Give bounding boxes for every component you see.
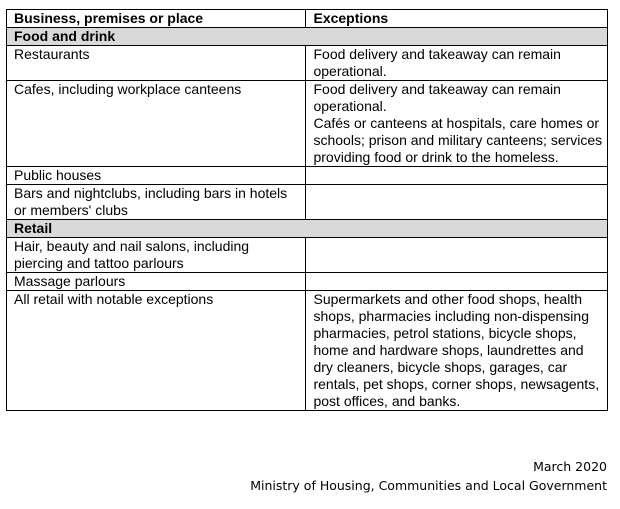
exceptions-cell: [306, 291, 608, 411]
exceptions-cell: [306, 185, 608, 220]
header-exceptions: Exceptions: [306, 10, 608, 28]
place-cell: Restaurants: [7, 46, 306, 81]
section-title: Retail: [7, 220, 608, 238]
exceptions-cell: [306, 238, 608, 273]
exceptions-cell: [306, 81, 608, 167]
exception-text: Food delivery and takeaway can remain operational.: [313, 81, 561, 114]
section-row: [7, 220, 608, 238]
exception-text: Supermarkets and other food shops, health shops, pharmacies including non-dispensing pharmacies, petrol stations, bicycle shops, home and hardware shops, laundrettes and dry cleaners, bicycle shops, garages, car rentals, pet shops, corner shops, newsagents, post offices, and banks.: [313, 291, 600, 409]
place-cell: Bars and nightclubs, including bars in hotels or members' clubs: [7, 185, 306, 220]
exception-text: Food delivery and takeaway can remain operational.: [313, 46, 561, 79]
footer-date: March 2020: [533, 459, 607, 474]
exceptions-cell: [306, 167, 608, 185]
exception-text: Cafés or canteens at hospitals, care homes or schools; prison and military canteens; services providing food or drink to the homeless.: [313, 115, 603, 165]
table-row: [7, 46, 608, 81]
section-title: Food and drink: [7, 28, 608, 46]
exceptions-cell: [306, 273, 608, 291]
place-cell: Cafes, including workplace canteens: [7, 81, 306, 167]
place-cell: Hair, beauty and nail salons, including piercing and tattoo parlours: [7, 238, 306, 273]
exceptions-cell: [306, 46, 608, 81]
restrictions-table: [6, 9, 608, 411]
place-cell: Public houses: [7, 167, 306, 185]
table-row: [7, 81, 608, 167]
place-cell: All retail with notable exceptions: [7, 291, 306, 411]
table-row: [7, 238, 608, 273]
table-row: [7, 291, 608, 411]
section-row: [7, 28, 608, 46]
footer-org: Ministry of Housing, Communities and Local Government: [250, 478, 607, 493]
header-row: [7, 10, 608, 28]
place-cell: Massage parlours: [7, 273, 306, 291]
table-row: [7, 185, 608, 220]
table-row: [7, 167, 608, 185]
table-row: [7, 273, 608, 291]
header-place: Business, premises or place: [7, 10, 306, 28]
